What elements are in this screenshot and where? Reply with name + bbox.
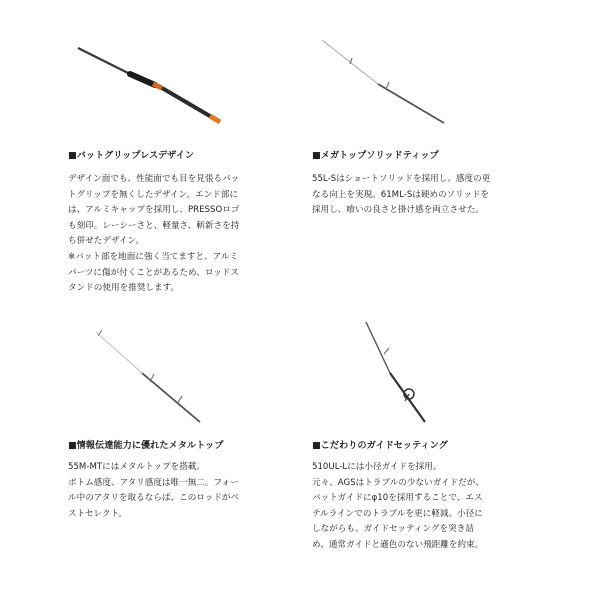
rod-grip-image — [70, 40, 230, 140]
body-guide-setting: 510UL-Lには小径ガイドを採用。 元々、AGSはトラブルの少ないガイドだが、 バットガイドにφ10を採用することで、エス テルラインでのトラブルを更に軽減。小径に しながらも、ガイドセッティングを突き詰 め、通常ガイドと遜色のない飛距離を約束。 — [312, 462, 484, 550]
heading-guide-setting: ■こだわりのガイドセッティング — [312, 440, 448, 451]
rod-solid-tip-image — [318, 36, 458, 136]
heading-metal-top: ■情報伝達能力に優れたメタルトップ — [68, 440, 224, 451]
body-metal-top: 55M-MTにはメタルトップを搭載。 ボトム感度、アタリ感度は唯一無二。フォー ル中のアタリを取るならば、このロッドがベ ストセレクト。 — [68, 462, 240, 519]
rod-guide-setting-image — [360, 318, 440, 428]
heading-butt-gripless-design: ■バットグリップレスデザイン — [68, 150, 195, 161]
body-butt-gripless-design: デザイン面でも、性能面でも目を見張るバッ トグリップを無くしたデザイン。エンド部に は、アルミキャップを採用し、PRESSOロゴ も刻印。レーシーさと、軽量さ、斬新さを持 ち併せたデザイン。 ※バット部を地面に強く当てますと、アルミ パーツに傷が付くことがあるため、ロッドス タンドの使用を推奨します。 — [68, 174, 240, 294]
rod-metal-top-image — [92, 328, 212, 428]
body-mega-top-solid-tip: 55L-Sはショートソリッドを採用し、感度の更 なる向上を実現。61ML-Sは硬めのソリッドを 採用し、喰いの良さと掛け感を両立させた。 — [312, 174, 491, 216]
heading-mega-top-solid-tip: ■メガトップソリッドティップ — [312, 150, 439, 161]
